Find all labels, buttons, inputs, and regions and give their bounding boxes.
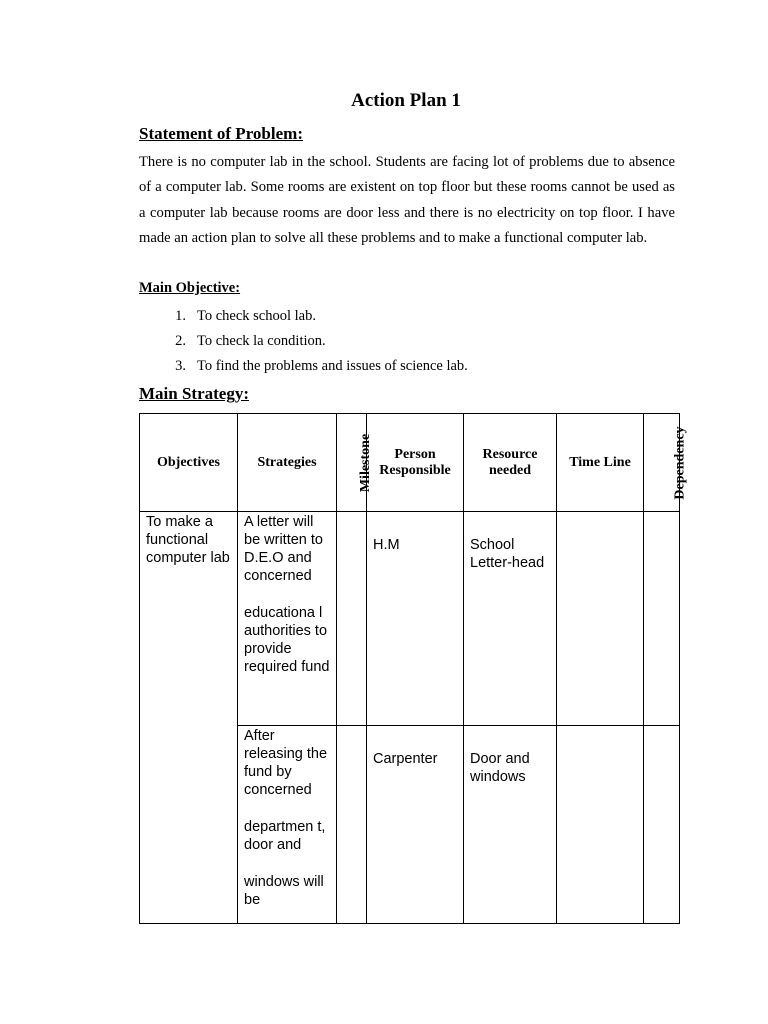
header-milestone — [337, 414, 374, 512]
action-plan-table — [139, 413, 688, 924]
resource-cell — [464, 726, 557, 924]
timeline-cell — [557, 726, 644, 924]
header-milestone-label: Milestone — [358, 433, 374, 492]
strategy-heading: Main Strategy: — [139, 384, 250, 403]
person-cell — [367, 726, 464, 924]
person-cell — [367, 512, 464, 726]
person-text: H.M — [373, 537, 400, 553]
milestone-cell — [337, 726, 367, 924]
objective-cell-text: To make a functional computer lab — [146, 514, 230, 566]
strategy-text-b: educationa l authorities to provide required fund — [244, 605, 330, 675]
objective-item — [139, 329, 468, 354]
strategy-cell — [238, 512, 337, 726]
dependency-cell — [644, 512, 680, 726]
milestone-cell — [337, 512, 367, 726]
objective-text: To check school lab. — [197, 308, 316, 324]
objective-text: To find the problems and issues of science lab. — [197, 358, 468, 374]
objective-item — [139, 304, 468, 329]
objective-number: 1. — [175, 308, 186, 324]
strategy-text-a: A letter will be written to D.E.O and concerned — [244, 514, 323, 584]
dependency-cell — [644, 726, 680, 924]
header-person-responsible: Person Responsible — [367, 414, 464, 512]
objective-heading: Main Objective: — [139, 280, 241, 296]
objective-number: 3. — [175, 358, 186, 374]
objective-cell — [140, 512, 238, 924]
table-row — [140, 512, 680, 726]
strategy-text-c: windows will be — [244, 874, 324, 908]
objective-item — [139, 354, 468, 379]
timeline-cell — [557, 512, 644, 726]
resource-cell — [464, 512, 557, 726]
strategy-text-a: After releasing the fund by concerned — [244, 728, 328, 798]
objective-text: To check la condition. — [197, 333, 326, 349]
header-dependency — [644, 414, 688, 512]
resource-text: School Letter-head — [470, 537, 545, 571]
strategy-cell — [238, 726, 337, 924]
header-resource-needed: Resource needed — [464, 414, 557, 512]
header-time-line: Time Line — [557, 414, 644, 512]
page-title: Action Plan 1 — [351, 90, 461, 111]
header-dependency-label: Dependency — [672, 425, 688, 500]
strategy-text-b: departmen t, door and — [244, 819, 326, 853]
statement-heading: Statement of Problem: — [139, 124, 303, 143]
table-header-row — [140, 414, 680, 512]
objective-number: 2. — [175, 333, 186, 349]
statement-paragraph: There is no computer lab in the school. Students are facing lot of problems due to absence of a computer lab. Some rooms are existent on top floor but these rooms cannot be used as a computer lab because rooms are door less and there is no electricity on top floor. I have made an action plan to solve all these problems and to make a functional computer lab. — [139, 154, 675, 247]
header-objectives: Objectives — [140, 414, 238, 512]
person-text: Carpenter — [373, 751, 438, 767]
objective-list — [139, 304, 468, 379]
resource-text: Door and windows — [470, 751, 530, 785]
header-strategies: Strategies — [238, 414, 337, 512]
